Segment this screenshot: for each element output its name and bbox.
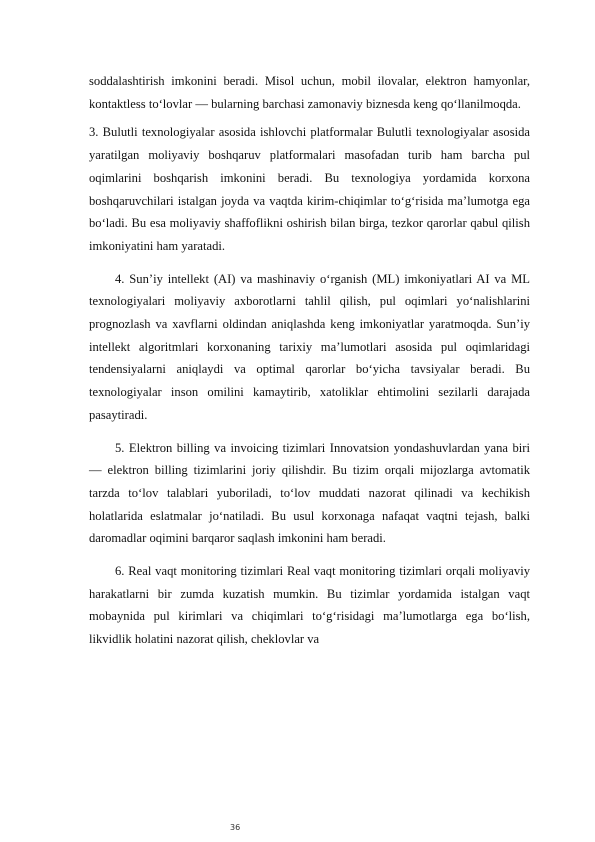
paragraph-real-time-monitoring: 6. Real vaqt monitoring tizimlari Real vaqt monitoring tizimlari orqali moliyaviy harakatlarni bir zumda kuzatish mumkin. Bu tizimlar yordamida istalgan vaqt mobaynida pul kirimlari va chiqimlari to‘g‘risidagi ma’lumotlarga ega bo‘lish, likvidlik holatini nazorat qilish, cheklovlar va bbox=[89, 564, 530, 647]
paragraph-electronic-billing: 5. Elektron billing va invoicing tizimlari Innovatsion yondashuvlardan yana biri — elektron billing tizimlarini joriy qilishdir. Bu tizim orqali mijozlarga avtomatik tarzda to‘lov talablari yuboriladi, to‘lov muddati nazorat qilinadi va kechikish holatlarida eslatmalar jo‘natiladi. Bu usul korxonaga nafaqat vaqtni tejash, balki daromadlar oqimini barqaror saqlash imkonini ham beradi. bbox=[89, 440, 530, 546]
text-body bbox=[89, 70, 530, 661]
paragraph-cloud-technologies: 3. Bulutli texnologiyalar asosida ishlovchi platformalar Bulutli texnologiyalar asosida yaratilgan moliyaviy boshqaruv platformalari masofadan turib ham barcha pul oqimlarini boshqarish imkonini beradi. Bu texnologiya yordamida korxona boshqaruvchilari istalgan joyda va vaqtda kirim-chiqimlar to‘g‘risida ma’lumotga ega bo‘ladi. Bu esa moliyaviy shaffoflikni oshirish bilan birga, tezkor qarorlar qabul qilish imkoniyatini ham yaratadi. bbox=[89, 125, 530, 253]
page-number: 36 bbox=[230, 823, 241, 832]
paragraph-ai-ml: 4. Sun’iy intellekt (AI) va mashinaviy o‘rganish (ML) imkoniyatlari AI va ML texnologiyalari moliyaviy axborotlarni tahlil qilish, pul oqimlari yo‘nalishlarini prognozlash va xavflarni oldindan aniqlashda keng imkoniyatlar yaratmoqda. Sun’iy intellekt algoritmlari korxonaning tarixiy ma’lumotlari asosida pul oqimlaridagi tendensiyalarni aniqlaydi va optimal qarorlar bo‘yicha tavsiyalar beradi. Bu texnologiyalar inson omilini kamaytirib, xatoliklar ehtimolini sezilarli darajada pasaytiradi. bbox=[89, 271, 530, 422]
paragraph-continuation: soddalashtirish imkonini beradi. Misol uchun, mobil ilovalar, elektron hamyonlar, kontaktless to‘lovlar — bularning barchasi zamonaviy biznesda keng qo‘llanilmoqda. bbox=[89, 74, 530, 111]
